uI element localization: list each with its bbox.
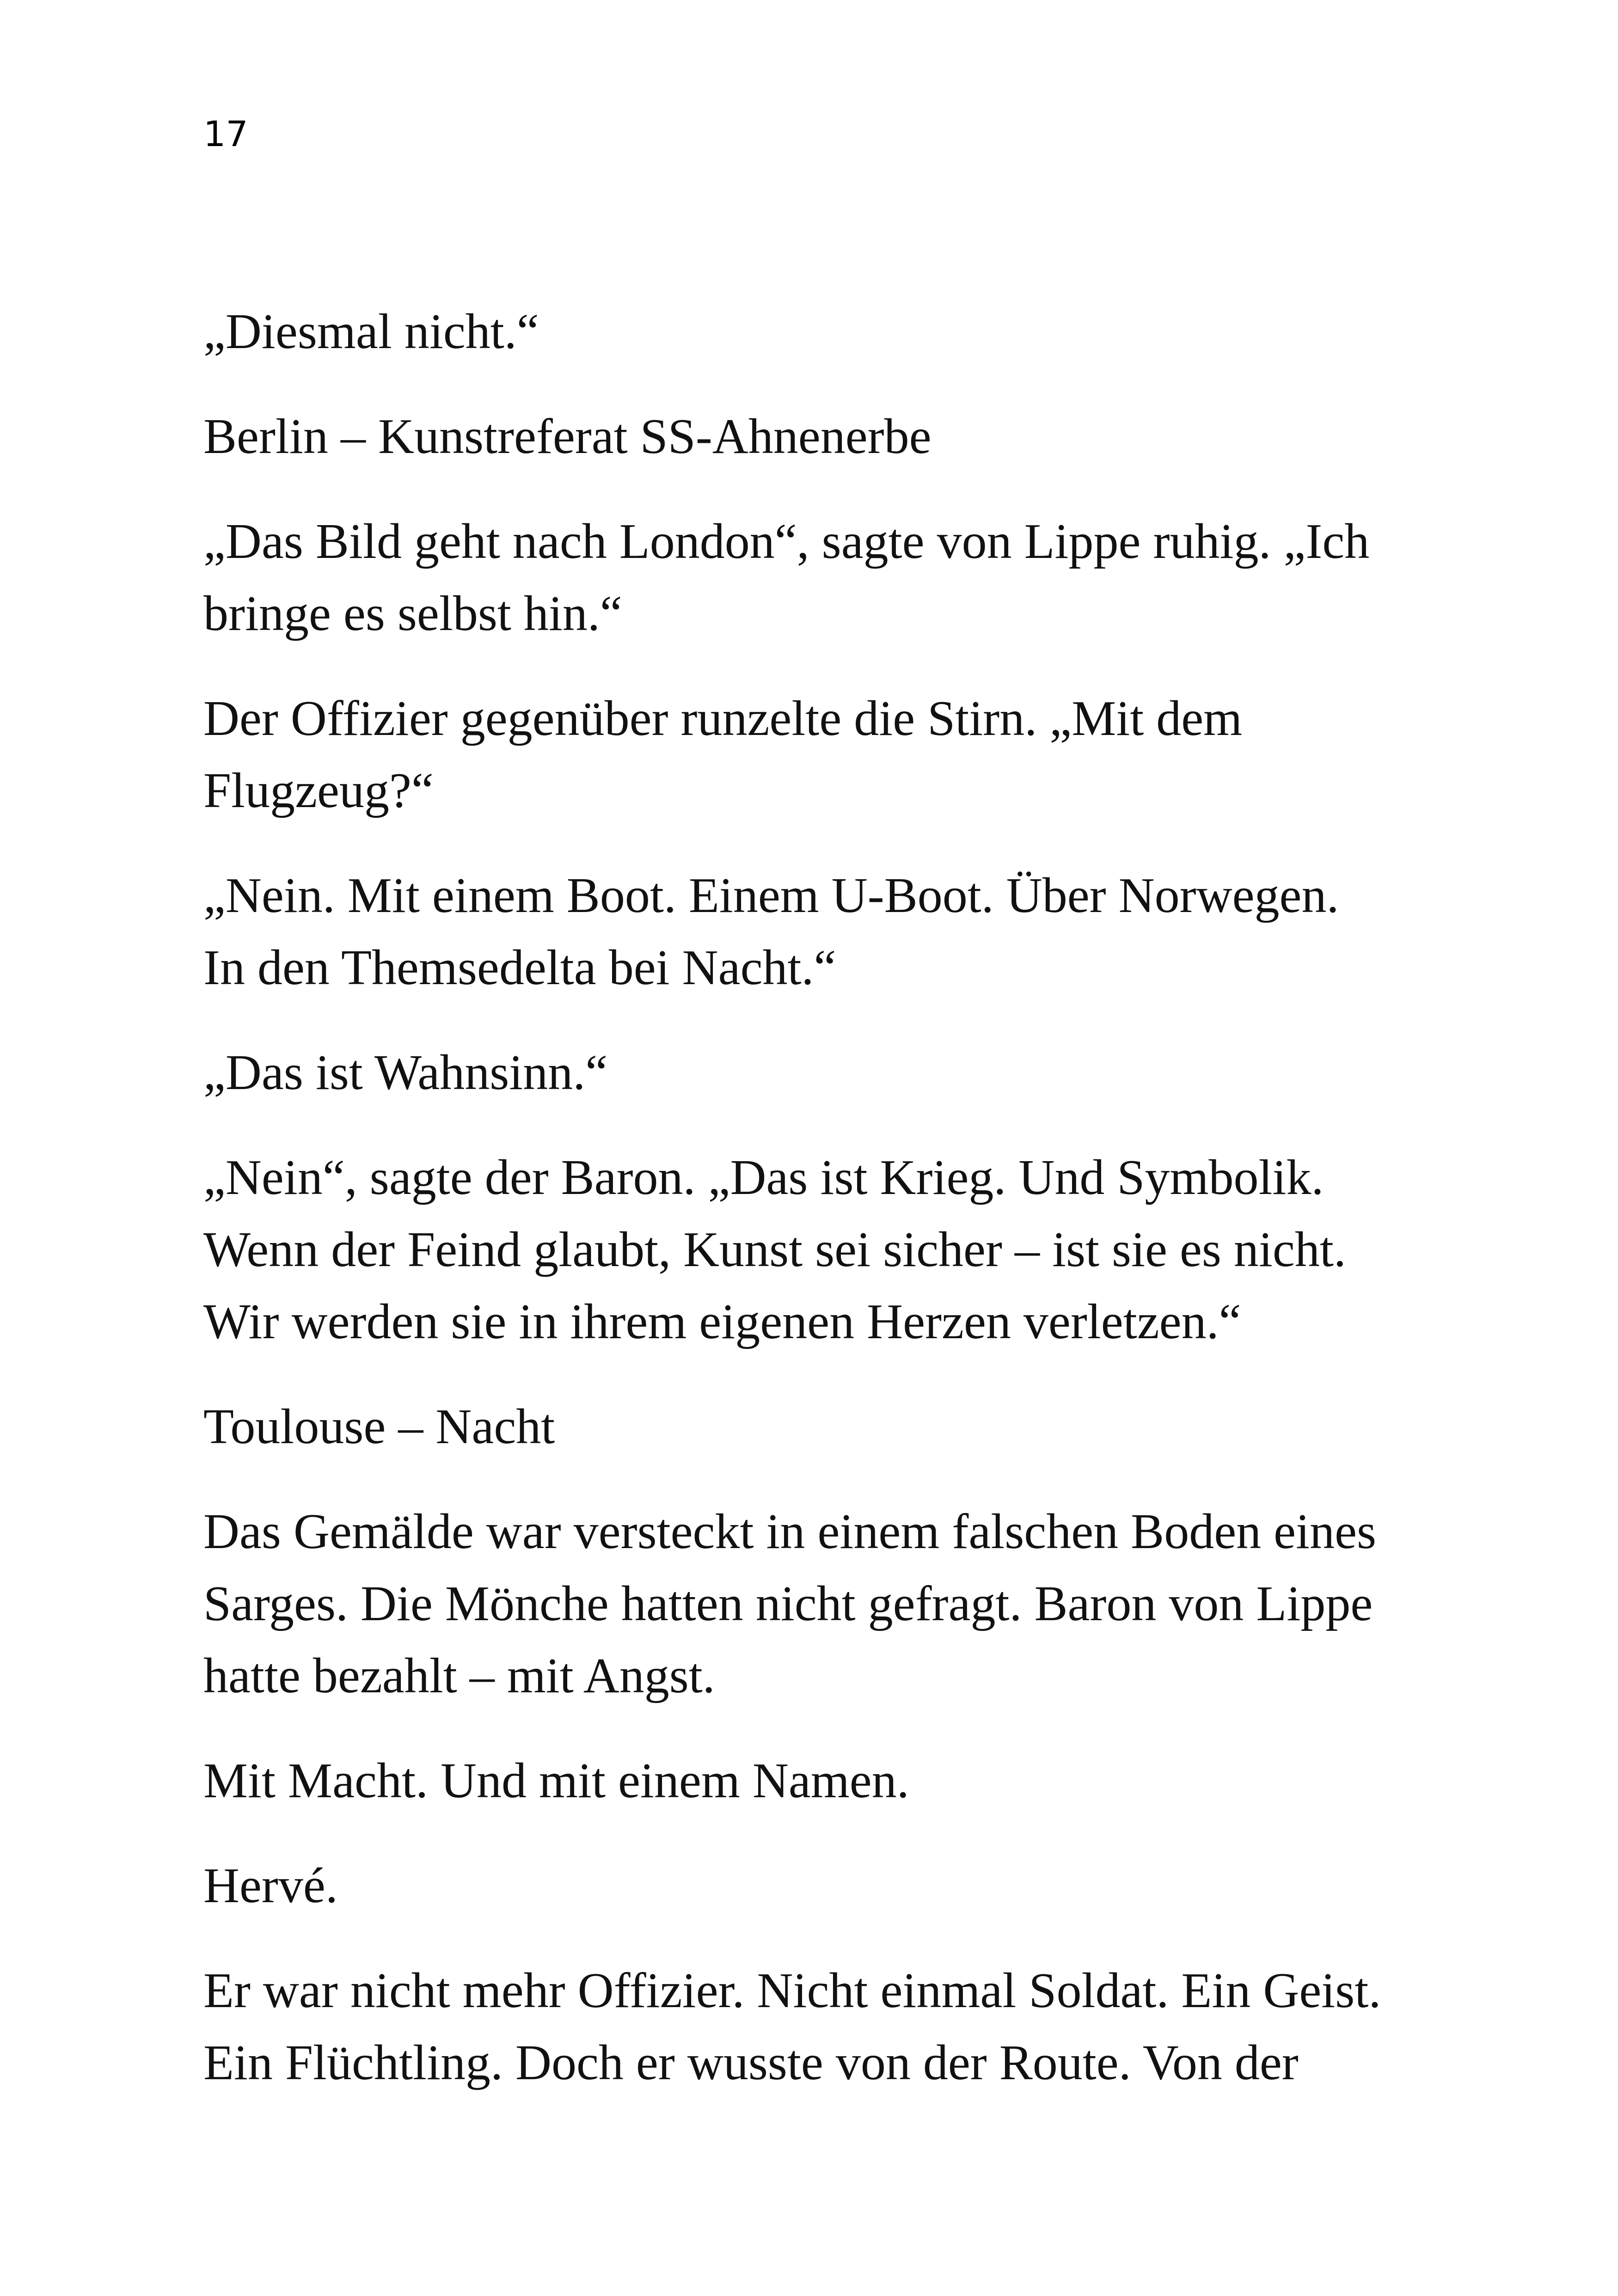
text-line: Das Gemälde war versteckt in einem falschen Boden eines (203, 1504, 1377, 1559)
page-number: 17 (203, 113, 248, 154)
text-line: Ein Flüchtling. Doch er wusste von der Route. Von der (203, 2035, 1299, 2090)
text-line: Wenn der Feind glaubt, Kunst sei sicher – ist sie es nicht. (203, 1222, 1346, 1277)
text-line: Flugzeug?“ (203, 763, 434, 818)
paragraph (203, 296, 1489, 368)
body-text (203, 296, 1489, 2132)
text-line: Sarges. Die Mönche hatten nicht gefragt. Baron von Lippe (203, 1576, 1373, 1631)
paragraph (203, 1850, 1489, 1922)
text-line: Er war nicht mehr Offizier. Nicht einmal Soldat. Ein Geist. (203, 1963, 1381, 2018)
paragraph (203, 1955, 1489, 2099)
text-line: „Nein. Mit einem Boot. Einem U-Boot. Über Norwegen. (203, 868, 1339, 923)
paragraph (203, 1142, 1489, 1358)
text-line: „Das Bild geht nach London“, sagte von Lippe ruhig. „Ich (203, 514, 1370, 569)
paragraph (203, 683, 1489, 827)
text-line: Toulouse – Nacht (203, 1399, 555, 1454)
section-heading (203, 401, 1489, 473)
paragraph (203, 1037, 1489, 1109)
text-line: Wir werden sie in ihrem eigenen Herzen verletzen.“ (203, 1294, 1241, 1349)
paragraph (203, 1745, 1489, 1817)
text-line: Hervé. (203, 1858, 338, 1913)
text-line: Berlin – Kunstreferat SS-Ahnenerbe (203, 409, 932, 464)
text-line: bringe es selbst hin.“ (203, 586, 622, 641)
text-line: „Das ist Wahnsinn.“ (203, 1045, 608, 1100)
section-heading (203, 1391, 1489, 1463)
text-line: Mit Macht. Und mit einem Namen. (203, 1753, 909, 1808)
text-line: Der Offizier gegenüber runzelte die Stirn. „Mit dem (203, 691, 1243, 746)
paragraph (203, 1496, 1489, 1712)
paragraph (203, 860, 1489, 1004)
text-line: „Diesmal nicht.“ (203, 304, 539, 359)
text-line: In den Themsedelta bei Nacht.“ (203, 940, 836, 995)
text-line: hatte bezahlt – mit Angst. (203, 1648, 715, 1703)
text-line: „Nein“, sagte der Baron. „Das ist Krieg. Und Symbolik. (203, 1150, 1324, 1205)
paragraph (203, 506, 1489, 650)
